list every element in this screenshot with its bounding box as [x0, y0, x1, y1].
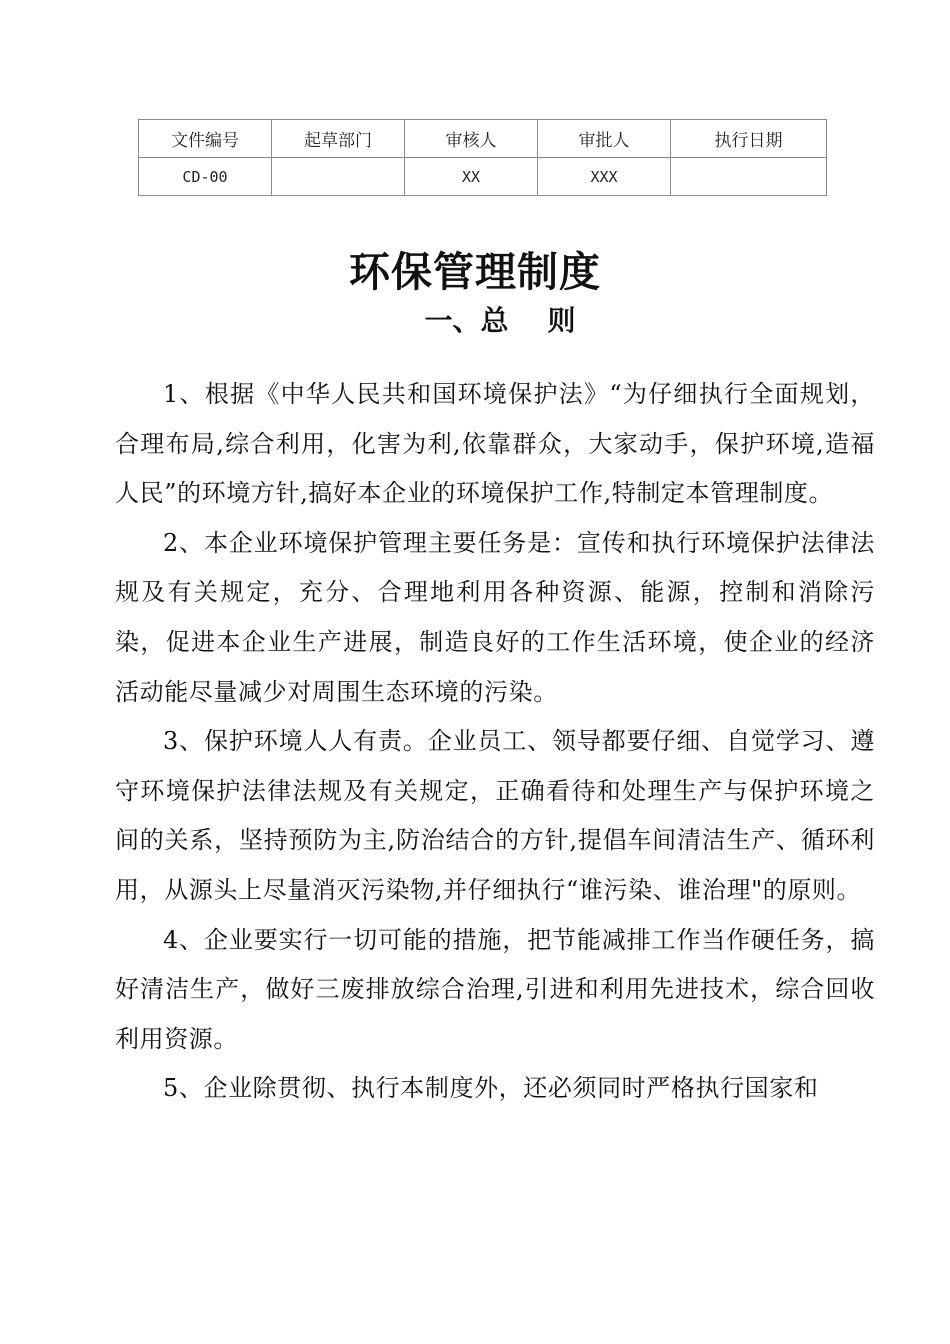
- value-cell-file-number: CD-00: [139, 158, 272, 196]
- paragraph-3: 3、保护环境人人有责。企业员工、领导都要仔细、自觉学习、遵守环境保护法律法规及有关规定，正确看待和处理生产与保护环境之间的关系，坚持预防为主,防治结合的方针,提倡车间清洁生产、循环利用，从源头上尽量消灭污染物,并仔细执行“谁污染、谁治理"的原则。: [115, 727, 875, 904]
- header-cell-approver: 审批人: [538, 120, 671, 158]
- document-title: 环保管理制度: [349, 248, 601, 296]
- header-cell-file-number: 文件编号: [139, 120, 272, 158]
- section-heading: 一、总 则: [424, 304, 576, 337]
- table-header-row: [139, 120, 827, 158]
- header-cell-reviewer: 审核人: [405, 120, 538, 158]
- header-cell-drafting-department: 起草部门: [272, 120, 405, 158]
- paragraph-5: 5、企业除贯彻、执行本制度外，还必须同时严格执行国家和: [163, 1074, 819, 1103]
- value-cell-effective-date: [671, 158, 827, 196]
- document-info-table: [138, 119, 827, 196]
- document-body: [115, 370, 875, 1114]
- table-row: [139, 158, 827, 196]
- value-cell-approver: XXX: [538, 158, 671, 196]
- value-cell-reviewer: XX: [405, 158, 538, 196]
- paragraph-2: 2、本企业环境保护管理主要任务是：宣传和执行环境保护法律法规及有关规定，充分、合理地利用各种资源、能源，控制和消除污染，促进本企业生产进展，制造良好的工作生活环境，使企业的经济活动能尽量减少对周围生态环境的污染。: [115, 528, 875, 706]
- paragraph-4: 4、企业要实行一切可能的措施，把节能减排工作当作硬任务，搞好清洁生产，做好三废排放综合治理,引进和利用先进技术，综合回收利用资源。: [115, 925, 875, 1053]
- paragraph-1: 1、根据《中华人民共和国环境保护法》“为仔细执行全面规划，合理布局,综合利用，化害为利,依靠群众，大家动手，保护环境,造福人民”的环境方针,搞好本企业的环境保护工作,特制定本管理制度。: [115, 380, 875, 508]
- value-cell-drafting-department: [272, 158, 405, 196]
- header-cell-effective-date: 执行日期: [671, 120, 827, 158]
